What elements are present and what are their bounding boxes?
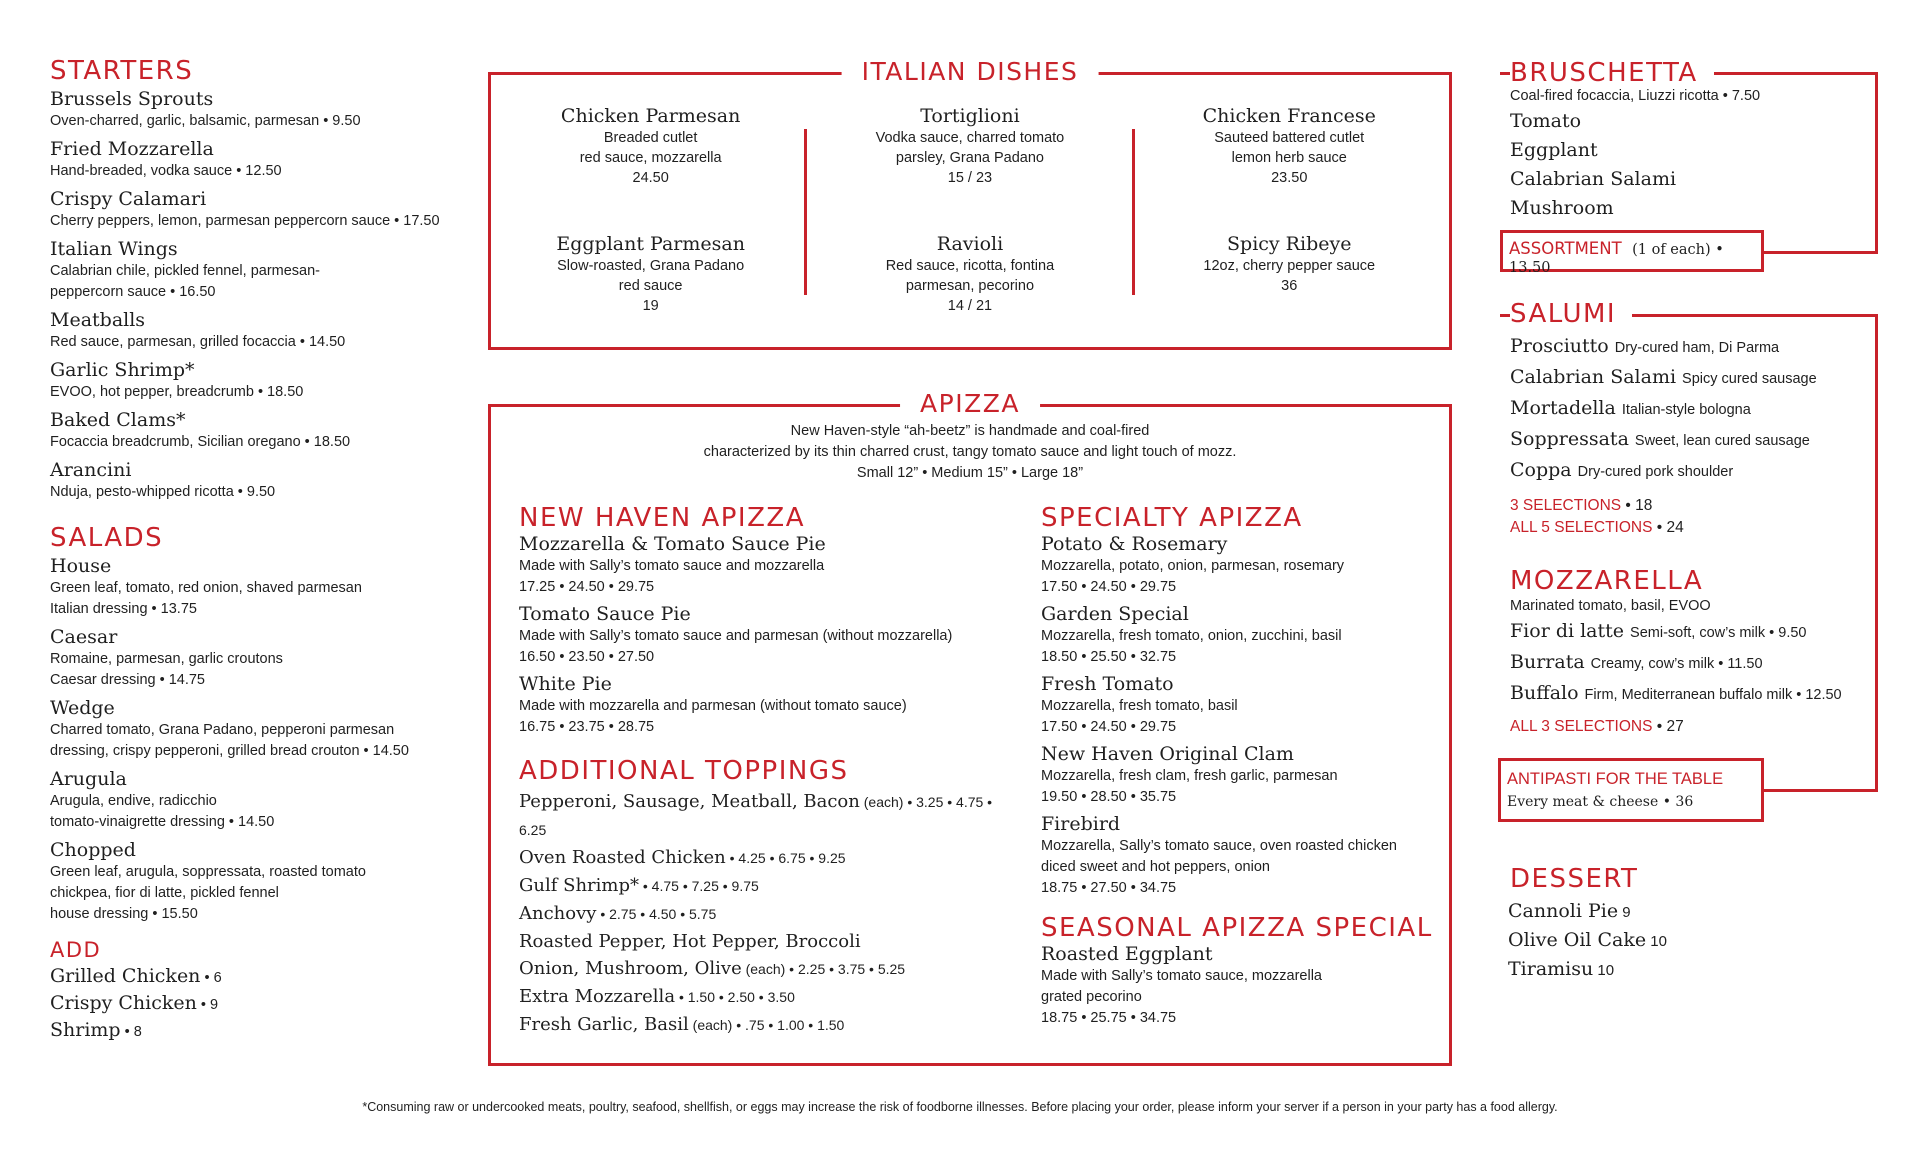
italian-dishes-box bbox=[488, 57, 1452, 350]
item-name: House bbox=[50, 555, 112, 577]
list-item bbox=[1130, 105, 1449, 233]
item-name: Anchovy bbox=[519, 903, 597, 924]
bruschetta-title: BRUSCHETTA bbox=[1510, 58, 1714, 88]
list-item bbox=[1510, 394, 1870, 425]
add-title: ADD bbox=[50, 938, 102, 962]
selection-label: ALL 5 SELECTIONS bbox=[1510, 519, 1653, 536]
item-price: • 2.25 • 3.75 • 5.25 bbox=[785, 961, 906, 977]
item-note: (each) bbox=[688, 1017, 733, 1033]
item-desc: Calabrian chile, pickled fennel, parmesan- bbox=[50, 263, 321, 279]
mozzarella-list bbox=[1510, 596, 1876, 738]
item-name: Italian Wings bbox=[50, 238, 178, 260]
item-name: Tortiglioni bbox=[920, 105, 1020, 127]
left-column bbox=[50, 56, 470, 1044]
item-name: Mozzarella & Tomato Sauce Pie bbox=[519, 533, 826, 555]
item-name: Crispy Calamari bbox=[50, 188, 207, 210]
item-desc: chickpea, fior di latte, pickled fennel bbox=[50, 885, 279, 901]
item-name: Spicy Ribeye bbox=[1227, 233, 1352, 255]
specialty-title: SPECIALTY APIZZA bbox=[1041, 503, 1303, 533]
item-price: 15 / 23 bbox=[947, 170, 993, 186]
list-item bbox=[50, 839, 470, 925]
column-divider bbox=[804, 129, 807, 295]
item-name: Buffalo bbox=[1510, 682, 1579, 704]
item-desc: grated pecorino bbox=[1041, 989, 1142, 1005]
item-desc: Red sauce, ricotta, fontina bbox=[885, 258, 1055, 274]
item-name: Soppressata bbox=[1510, 428, 1629, 450]
item-name: Garden Special bbox=[1041, 603, 1189, 625]
item-desc: Mozzarella, fresh tomato, onion, zucchini, basil bbox=[1041, 628, 1342, 644]
item-name: Garlic Shrimp* bbox=[50, 359, 195, 381]
item-desc: house dressing • 15.50 bbox=[50, 906, 198, 922]
list-item bbox=[491, 105, 810, 233]
item-name: Ravioli bbox=[936, 233, 1004, 255]
item-desc: parmesan, pecorino bbox=[905, 278, 1035, 294]
list-item bbox=[50, 409, 470, 453]
item-desc: red sauce bbox=[618, 278, 683, 294]
intro-line: New Haven-style “ah-beetz” is handmade and coal-fired bbox=[790, 423, 1150, 439]
item-desc: Italian dressing • 13.75 bbox=[50, 601, 197, 617]
list-item bbox=[1510, 456, 1870, 487]
item-name: Fresh Garlic, Basil bbox=[519, 1014, 689, 1035]
item-price: 17.50 • 24.50 • 29.75 bbox=[1041, 719, 1177, 735]
item-desc: Nduja, pesto-whipped ricotta • 9.50 bbox=[50, 484, 276, 500]
bruschetta-sub: Coal-fired focaccia, Liuzzi ricotta • 7.50 bbox=[1510, 88, 1761, 104]
item-desc: Romaine, parmesan, garlic croutons bbox=[50, 651, 283, 667]
assortment-label: ASSORTMENT bbox=[1509, 239, 1622, 258]
frame-line bbox=[1760, 251, 1878, 254]
item-price: 24.50 bbox=[632, 170, 669, 186]
item-desc: Mozzarella, fresh clam, fresh garlic, parmesan bbox=[1041, 768, 1338, 784]
list-item bbox=[1508, 897, 1808, 926]
item-desc: Sauteed battered cutlet bbox=[1214, 130, 1365, 146]
list-item bbox=[50, 309, 470, 353]
list-item bbox=[1510, 679, 1876, 710]
antipasti-value: Every meat & cheese • 36 bbox=[1507, 794, 1694, 810]
item-desc: parsley, Grana Padano bbox=[895, 150, 1044, 166]
bruschetta-content bbox=[1510, 86, 1860, 223]
item-desc: Oven-charred, garlic, balsamic, parmesan • 9.50 bbox=[50, 113, 361, 129]
item-price: • .75 • 1.00 • 1.50 bbox=[732, 1017, 845, 1033]
item-name: Chicken Parmesan bbox=[560, 105, 741, 127]
item-name: New Haven Original Clam bbox=[1041, 743, 1294, 765]
list-item bbox=[519, 1011, 1019, 1039]
item-price: 14 / 21 bbox=[947, 298, 993, 314]
salumi-list bbox=[1510, 332, 1870, 539]
item-name: Pepperoni, Sausage, Meatball, Bacon bbox=[519, 791, 860, 812]
toppings-title: ADDITIONAL TOPPINGS bbox=[519, 756, 849, 786]
list-item bbox=[50, 188, 470, 232]
item-price: • 8 bbox=[120, 1024, 142, 1040]
item-desc: red sauce, mozzarella bbox=[579, 150, 722, 166]
item-name: Roasted Eggplant bbox=[1041, 943, 1213, 965]
list-item: Eggplant bbox=[1510, 139, 1598, 161]
item-desc: Made with Sally’s tomato sauce, mozzarella bbox=[1041, 968, 1322, 984]
selection-value: • 27 bbox=[1652, 718, 1684, 735]
list-item bbox=[50, 359, 470, 403]
item-name: Burrata bbox=[1510, 651, 1585, 673]
item-price: 36 bbox=[1281, 278, 1298, 294]
item-price: • 4.75 • 7.25 • 9.75 bbox=[639, 878, 759, 894]
list-item bbox=[1510, 363, 1870, 394]
antipasti-box bbox=[1498, 758, 1764, 822]
list-item bbox=[1510, 332, 1870, 363]
item-name: Caesar bbox=[50, 626, 118, 648]
item-desc: Breaded cutlet bbox=[603, 130, 698, 146]
list-item bbox=[1041, 533, 1441, 598]
item-price: • 9 bbox=[196, 997, 219, 1013]
list-item bbox=[1508, 955, 1808, 984]
list-item bbox=[810, 105, 1129, 233]
apizza-title: APIZZA bbox=[900, 389, 1040, 419]
item-desc: Dry-cured pork shoulder bbox=[1577, 464, 1734, 480]
item-name: Gulf Shrimp* bbox=[519, 875, 639, 896]
list-item bbox=[519, 928, 1019, 955]
item-desc: Semi-soft, cow’s milk • 9.50 bbox=[1630, 625, 1807, 641]
item-desc: diced sweet and hot peppers, onion bbox=[1041, 859, 1270, 875]
list-item bbox=[519, 955, 1019, 983]
item-name: Roasted Pepper, Hot Pepper, Broccoli bbox=[519, 931, 861, 952]
item-name: Wedge bbox=[50, 697, 115, 719]
list-item bbox=[810, 233, 1129, 361]
salads-title: SALADS bbox=[50, 523, 164, 553]
selection-label: 3 SELECTIONS bbox=[1510, 497, 1622, 514]
item-name: Cannoli Pie bbox=[1508, 900, 1619, 922]
dessert-title: DESSERT bbox=[1510, 864, 1639, 894]
item-name: Olive Oil Cake bbox=[1508, 929, 1647, 951]
salads-list bbox=[50, 555, 470, 925]
item-name: Brussels Sprouts bbox=[50, 88, 214, 110]
apizza-left-col bbox=[519, 503, 1019, 1039]
selection-value: • 24 bbox=[1652, 519, 1684, 536]
item-desc: Mozzarella, Sally’s tomato sauce, oven roasted chicken bbox=[1041, 838, 1397, 854]
item-name: Fried Mozzarella bbox=[50, 138, 214, 160]
mozzarella-sub: Marinated tomato, basil, EVOO bbox=[1510, 598, 1711, 614]
item-desc: Red sauce, parmesan, grilled focaccia • 14.50 bbox=[50, 334, 346, 350]
item-name: Arancini bbox=[50, 459, 132, 481]
item-name: Extra Mozzarella bbox=[519, 986, 676, 1007]
apizza-box bbox=[488, 389, 1452, 1066]
italian-col bbox=[1130, 105, 1449, 361]
item-name: Coppa bbox=[1510, 459, 1572, 481]
item-name: Firebird bbox=[1041, 813, 1121, 835]
intro-line: characterized by its thin charred crust, tangy tomato sauce and light touch of mozz. bbox=[703, 444, 1237, 460]
item-name: Mortadella bbox=[1510, 397, 1616, 419]
item-desc: Mozzarella, potato, onion, parmesan, rosemary bbox=[1041, 558, 1345, 574]
item-name: Tiramisu bbox=[1508, 958, 1594, 980]
item-price: • 4.25 • 6.75 • 9.25 bbox=[725, 850, 846, 866]
item-name: Chicken Francese bbox=[1202, 105, 1376, 127]
list-item bbox=[519, 900, 1019, 928]
list-item bbox=[50, 459, 470, 503]
new-haven-title: NEW HAVEN APIZZA bbox=[519, 503, 805, 533]
item-desc: lemon herb sauce bbox=[1231, 150, 1347, 166]
antipasti-title: ANTIPASTI FOR THE TABLE bbox=[1507, 770, 1724, 788]
item-desc: Made with Sally’s tomato sauce and mozzarella bbox=[519, 558, 825, 574]
item-desc: Spicy cured sausage bbox=[1682, 371, 1817, 387]
selection-price bbox=[1510, 716, 1876, 738]
italian-col bbox=[491, 105, 810, 361]
item-desc: Focaccia breadcrumb, Sicilian oregano • 18.50 bbox=[50, 434, 351, 450]
item-desc: Firm, Mediterranean buffalo milk • 12.50 bbox=[1584, 687, 1842, 703]
item-name: Tomato Sauce Pie bbox=[519, 603, 691, 625]
list-item bbox=[1041, 673, 1441, 738]
list-item bbox=[50, 697, 470, 762]
item-name: Calabrian Salami bbox=[1510, 366, 1677, 388]
item-price: 16.75 • 23.75 • 28.75 bbox=[519, 719, 655, 735]
list-item bbox=[1041, 813, 1441, 899]
list-item: Tomato bbox=[1510, 110, 1582, 132]
list-item bbox=[50, 138, 470, 182]
item-desc: tomato-vinaigrette dressing • 14.50 bbox=[50, 814, 275, 830]
item-name: Meatballs bbox=[50, 309, 146, 331]
item-desc: Mozzarella, fresh tomato, basil bbox=[1041, 698, 1238, 714]
item-price: 18.50 • 25.50 • 32.75 bbox=[1041, 649, 1177, 665]
item-price: 19.50 • 28.50 • 35.75 bbox=[1041, 789, 1177, 805]
item-desc: Cherry peppers, lemon, parmesan peppercorn sauce • 17.50 bbox=[50, 213, 440, 229]
item-desc: Dry-cured ham, Di Parma bbox=[1614, 340, 1780, 356]
item-desc: Green leaf, arugula, soppressata, roasted tomato bbox=[50, 864, 366, 880]
starters-title: STARTERS bbox=[50, 56, 194, 86]
list-item: Calabrian Salami bbox=[1510, 168, 1677, 190]
list-item bbox=[519, 788, 1019, 844]
list-item bbox=[50, 768, 470, 833]
selection-value: • 18 bbox=[1621, 497, 1653, 514]
mozzarella-title: MOZZARELLA bbox=[1510, 566, 1704, 596]
item-note: (each) bbox=[741, 961, 786, 977]
list-item bbox=[1041, 743, 1441, 808]
item-name: Fresh Tomato bbox=[1041, 673, 1174, 695]
item-name: Chopped bbox=[50, 839, 136, 861]
item-desc: Vodka sauce, charred tomato bbox=[875, 130, 1065, 146]
item-desc: Slow-roasted, Grana Padano bbox=[557, 258, 745, 274]
item-price: • 2.75 • 4.50 • 5.75 bbox=[596, 906, 717, 922]
list-item bbox=[1041, 603, 1441, 668]
item-price: 18.75 • 25.75 • 34.75 bbox=[1041, 1010, 1177, 1026]
item-name: Potato & Rosemary bbox=[1041, 533, 1228, 555]
add-list bbox=[50, 963, 470, 1044]
item-desc: 12oz, cherry pepper sauce bbox=[1203, 258, 1376, 274]
column-divider bbox=[1132, 129, 1135, 295]
item-name: Crispy Chicken bbox=[50, 992, 197, 1014]
list-item bbox=[519, 673, 1019, 738]
item-desc: Made with Sally’s tomato sauce and parmesan (without mozzarella) bbox=[519, 628, 953, 644]
dessert-list bbox=[1508, 897, 1808, 984]
item-desc: Made with mozzarella and parmesan (without tomato sauce) bbox=[519, 698, 907, 714]
italian-dishes-grid bbox=[491, 105, 1449, 361]
item-desc: Charred tomato, Grana Padano, pepperoni parmesan bbox=[50, 722, 395, 738]
list-item bbox=[1510, 425, 1870, 456]
salumi-title: SALUMI bbox=[1510, 299, 1632, 329]
item-price: 23.50 bbox=[1271, 170, 1308, 186]
item-name: Fior di latte bbox=[1510, 620, 1625, 642]
item-price: 9 bbox=[1618, 904, 1631, 921]
item-desc: EVOO, hot pepper, breadcrumb • 18.50 bbox=[50, 384, 304, 400]
item-price: 10 bbox=[1646, 933, 1667, 950]
assortment-value: (1 of each) • 13.50 bbox=[1509, 242, 1724, 276]
item-desc: Sweet, lean cured sausage bbox=[1634, 433, 1810, 449]
item-price: 19 bbox=[642, 298, 659, 314]
italian-dishes-title: ITALIAN DISHES bbox=[842, 57, 1099, 87]
list-item bbox=[519, 844, 1019, 872]
item-note: (each) bbox=[859, 794, 904, 810]
selection-price bbox=[1510, 517, 1870, 539]
list-item bbox=[50, 963, 470, 990]
frame-line bbox=[1760, 789, 1878, 792]
size-line: Small 12” • Medium 15” • Large 18” bbox=[856, 465, 1084, 481]
item-price: • 3.25 • 4.75 • 6.25 bbox=[519, 794, 993, 838]
list-item bbox=[50, 626, 470, 691]
list-item bbox=[519, 603, 1019, 668]
item-desc: Creamy, cow’s milk • 11.50 bbox=[1590, 656, 1763, 672]
selection-price bbox=[1510, 495, 1870, 517]
item-desc: Caesar dressing • 14.75 bbox=[50, 672, 205, 688]
item-price: 17.50 • 24.50 • 29.75 bbox=[1041, 579, 1177, 595]
item-desc: Italian-style bologna bbox=[1621, 402, 1751, 418]
list-item bbox=[1130, 233, 1449, 361]
item-price: 17.25 • 24.50 • 29.75 bbox=[519, 579, 655, 595]
item-name: Onion, Mushroom, Olive bbox=[519, 958, 742, 979]
item-name: Grilled Chicken bbox=[50, 965, 201, 987]
list-item bbox=[1041, 943, 1441, 1029]
item-name: Eggplant Parmesan bbox=[556, 233, 745, 255]
list-item bbox=[519, 983, 1019, 1011]
list-item bbox=[519, 872, 1019, 900]
list-item bbox=[1510, 617, 1876, 648]
item-name: Shrimp bbox=[50, 1019, 121, 1041]
list-item bbox=[50, 238, 470, 303]
list-item bbox=[50, 990, 470, 1017]
item-price: • 6 bbox=[200, 970, 222, 986]
item-desc: Arugula, endive, radicchio bbox=[50, 793, 217, 809]
selection-label: ALL 3 SELECTIONS bbox=[1510, 718, 1653, 735]
list-item bbox=[519, 533, 1019, 598]
starters-list bbox=[50, 88, 470, 503]
item-name: Arugula bbox=[50, 768, 127, 790]
item-name: Oven Roasted Chicken bbox=[519, 847, 726, 868]
seasonal-title: SEASONAL APIZZA SPECIAL bbox=[1041, 913, 1433, 943]
allergy-disclaimer: *Consuming raw or undercooked meats, poultry, seafood, shellfish, or eggs may increase the risk of foodborne illnesses. Before placing your order, please inform your server if a person in your party has a food allergy. bbox=[362, 1100, 1558, 1114]
list-item bbox=[491, 233, 810, 361]
item-price: • 1.50 • 2.50 • 3.50 bbox=[675, 989, 795, 1005]
list-item bbox=[50, 555, 470, 620]
list-item bbox=[1508, 926, 1808, 955]
list-item bbox=[1510, 648, 1876, 679]
italian-col bbox=[810, 105, 1129, 361]
item-name: Prosciutto bbox=[1510, 335, 1609, 357]
item-name: Baked Clams* bbox=[50, 409, 186, 431]
assortment-box bbox=[1500, 230, 1764, 276]
item-desc: dressing, crispy pepperoni, grilled bread crouton • 14.50 bbox=[50, 743, 409, 759]
item-desc: peppercorn sauce • 16.50 bbox=[50, 284, 216, 300]
item-price: 10 bbox=[1593, 962, 1615, 979]
item-desc: Green leaf, tomato, red onion, shaved parmesan bbox=[50, 580, 362, 596]
item-price: 16.50 • 23.50 • 27.50 bbox=[519, 649, 655, 665]
item-price: 18.75 • 27.50 • 34.75 bbox=[1041, 880, 1177, 896]
list-item bbox=[50, 1017, 470, 1044]
list-item bbox=[50, 88, 470, 132]
list-item: Mushroom bbox=[1510, 197, 1614, 219]
apizza-intro bbox=[491, 421, 1449, 484]
apizza-right-col bbox=[1041, 503, 1441, 1034]
item-name: White Pie bbox=[519, 673, 612, 695]
item-desc: Hand-breaded, vodka sauce • 12.50 bbox=[50, 163, 282, 179]
